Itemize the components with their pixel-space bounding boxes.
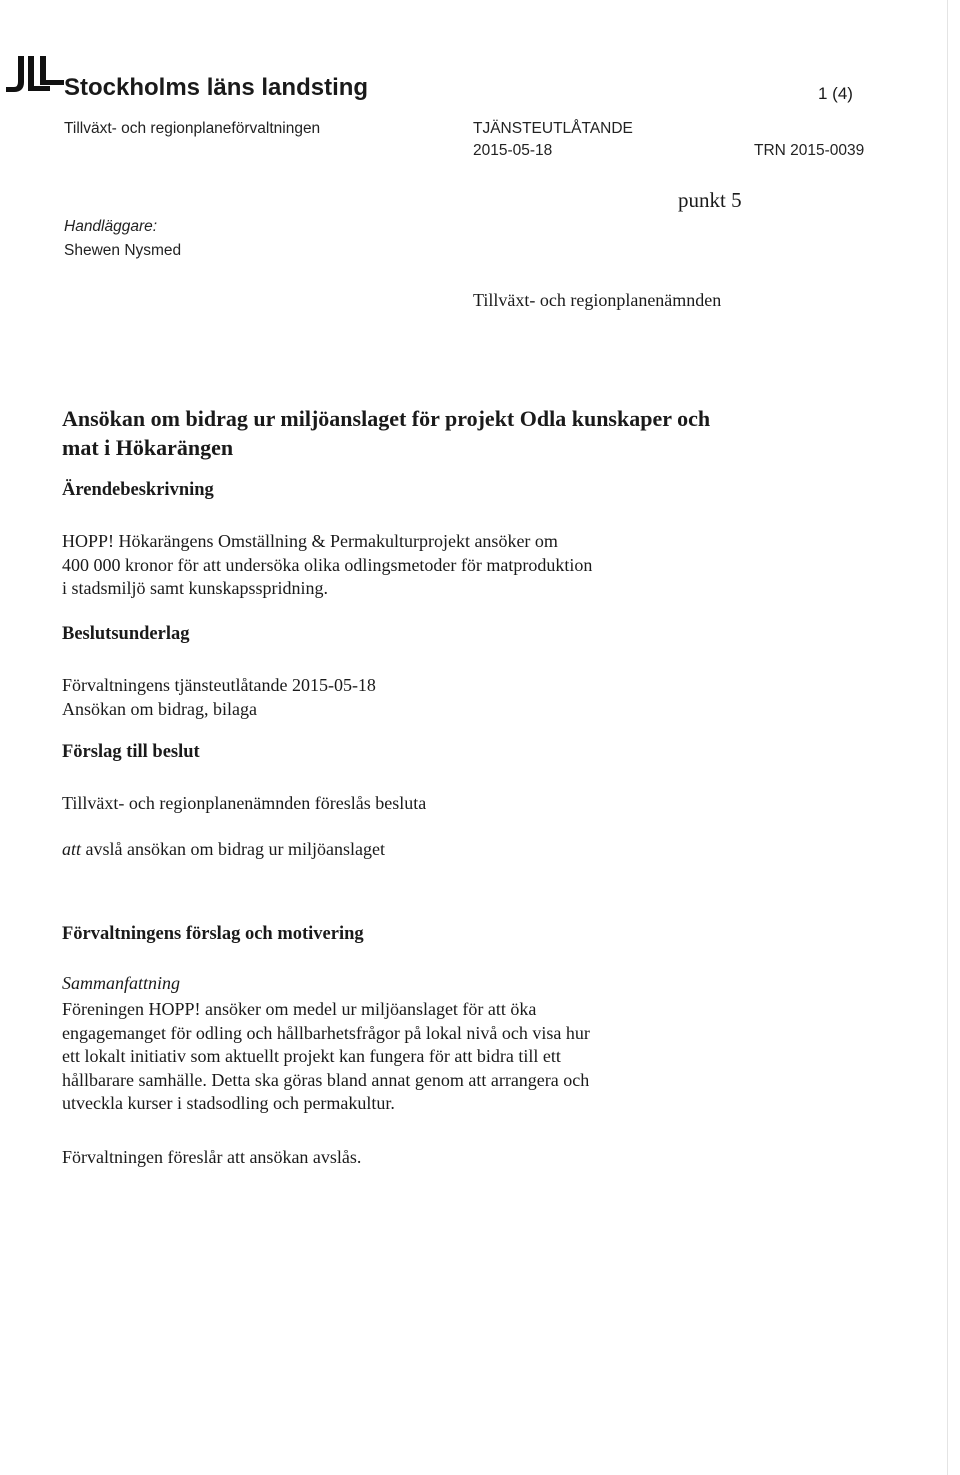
arende-line: i stadsmiljö samt kunskapsspridning.: [62, 578, 329, 598]
beslutsunderlag-item: Förvaltningens tjänsteutlåtande 2015-05-18: [62, 675, 376, 695]
recipient: Tillväxt- och regionplanenämnden: [473, 290, 722, 310]
document-date: 2015-05-18: [473, 142, 553, 159]
handlaggare-name: Shewen Nysmed: [64, 242, 182, 259]
final-text: Förvaltningen föreslår att ansökan avslås.: [62, 1147, 362, 1167]
att-text: avslå ansökan om bidrag ur miljöanslaget: [81, 839, 385, 859]
arende-line: 400 000 kronor för att undersöka olika odlingsmetoder för matproduktion: [62, 554, 593, 575]
document-type: TJÄNSTEUTLÅTANDE: [473, 120, 633, 137]
forslag-text: Tillväxt- och regionplanenämnden föreslås besluta: [62, 793, 427, 813]
scan-edge-line: [947, 0, 948, 1475]
sammanfattning-line: utveckla kurser i stadsodling och permakultur.: [62, 1093, 395, 1113]
department: Tillväxt- och regionplaneförvaltningen: [64, 120, 321, 137]
sammanfattning-line: engagemanget för odling och hållbarhetsfrågor på lokal nivå och visa hur: [62, 1022, 590, 1043]
sammanfattning-line: ett lokalt initiativ som aktuellt projekt kan fungera för att bidra till ett: [62, 1046, 561, 1066]
handlaggare-label: Handläggare:: [64, 218, 158, 235]
arende-heading: Ärendebeskrivning: [62, 480, 214, 500]
org-name: Stockholms läns landsting: [64, 74, 369, 101]
sammanfattning-text: [62, 998, 722, 1116]
beslutsunderlag-item: Ansökan om bidrag, bilaga: [62, 698, 257, 719]
sammanfattning-line: Föreningen HOPP! ansöker om medel ur miljöanslaget för att öka: [62, 999, 537, 1019]
reference-number: TRN 2015-0039: [754, 142, 865, 159]
agenda-item-mark: punkt 5: [678, 188, 742, 212]
page-number: 1 (4): [818, 84, 853, 103]
motivering-heading: Förvaltningens förslag och motivering: [62, 924, 364, 944]
att-word: att: [62, 839, 82, 859]
beslutsunderlag-list: [62, 674, 722, 721]
forslag-heading: Förslag till beslut: [62, 742, 200, 762]
document-title: Ansökan om bidrag ur miljöanslaget för projekt Odla kunskaper och mat i Hökarängen: [62, 406, 711, 460]
att-clause: [62, 838, 722, 862]
sll-logo-icon: [4, 52, 66, 98]
sammanfattning-line: hållbarare samhälle. Detta ska göras bland annat genom att arrangera och: [62, 1069, 590, 1090]
arende-line: HOPP! Hökarängens Omställning & Permakulturprojekt ansöker om: [62, 531, 558, 551]
sammanfattning-label: Sammanfattning: [62, 973, 181, 993]
arende-text: [62, 530, 722, 601]
beslutsunderlag-heading: Beslutsunderlag: [62, 624, 190, 644]
